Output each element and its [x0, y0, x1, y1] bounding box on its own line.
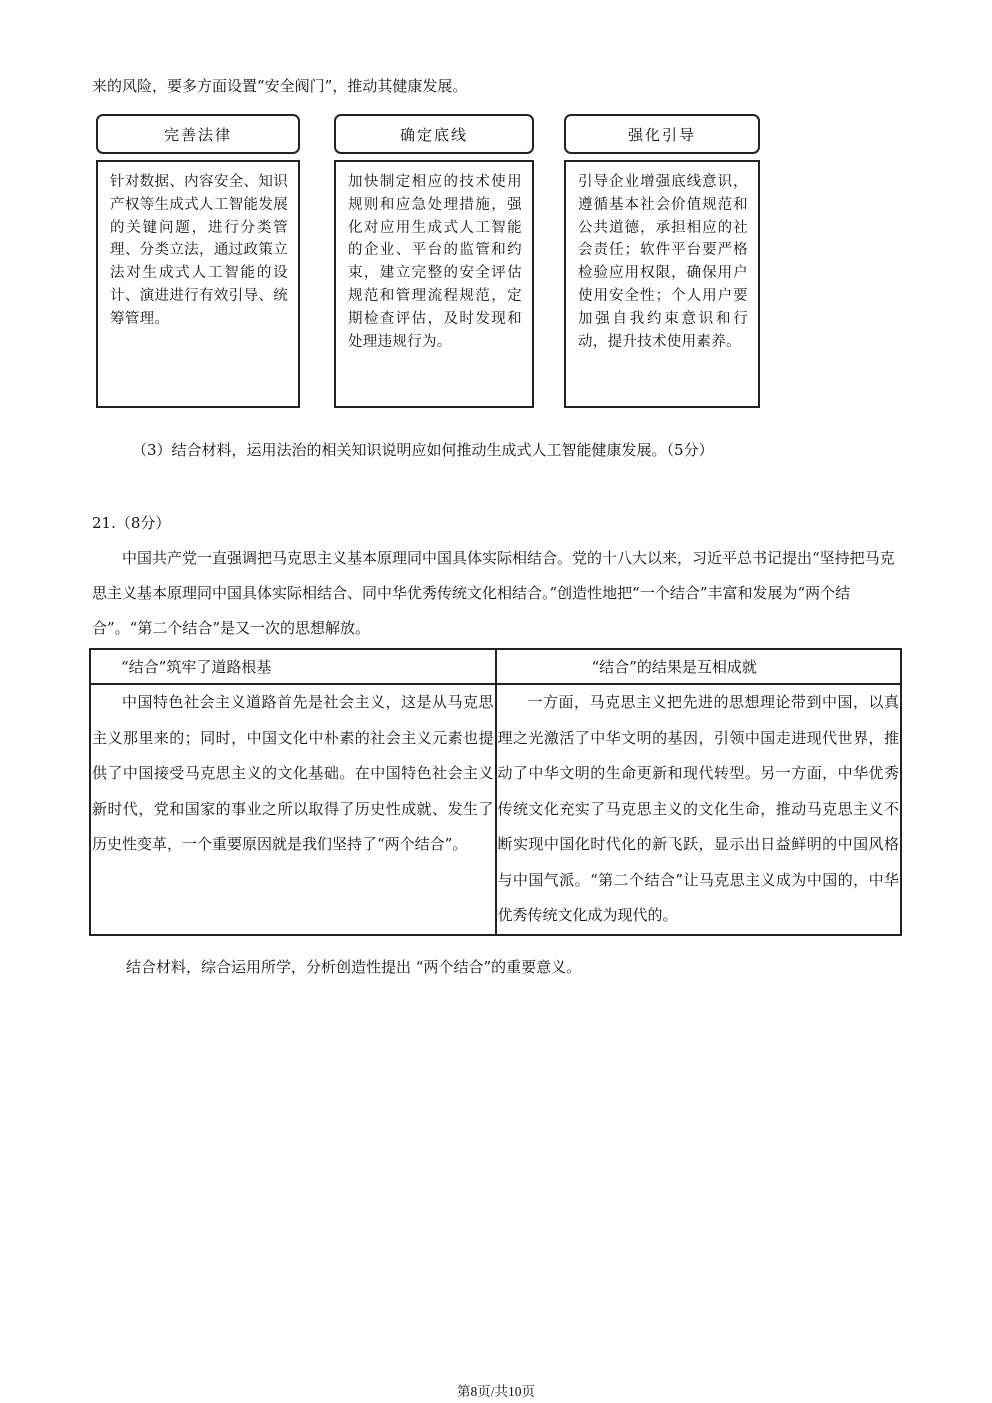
box-title-law: 完善法律 [96, 114, 300, 154]
question-21-prompt: 结合材料，综合运用所学，分析创造性提出 “两个结合”的重要意义。 [126, 958, 582, 976]
q21-table-cell-left: 中国特色社会主义道路首先是社会主义，这是从马克思主义那里来的；同时，中国文化中朴素的社会主义元素也提供了中国接受马克思主义的文化基础。在中国特色社会主义新时代，党和国家的事业之所以取得了历史性成就、发生了历史性变革，一个重要原因就是我们坚持了“两个结合”。 [90, 684, 496, 935]
box-body-guidance: 引导企业增强底线意识，遵循基本社会价值规范和公共道德，承担相应的社会责任；软件平台要严格检验应用权限，确保用户使用安全性；个人用户要加强自我约束意识和行动，提升技术使用素养。 [564, 160, 760, 408]
intro-continuation: 来的风险，要多方面设置“安全阀门”，推动其健康发展。 [92, 77, 468, 95]
box-body-law: 针对数据、内容安全、知识产权等生成式人工智能发展的关键问题，进行分类管理、分类立法，通过政策立法对生成式人工智能的设计、演进进行有效引导、统筹管理。 [96, 160, 300, 408]
box-title-bottomline: 确定底线 [334, 114, 534, 154]
q21-table [89, 648, 902, 936]
box-title-guidance: 强化引导 [564, 114, 760, 154]
q21-table-header-left: “结合”筑牢了道路根基 [90, 649, 496, 684]
box-body-bottomline: 加快制定相应的技术使用规则和应急处理措施，强化对应用生成式人工智能的企业、平台的监管和约束，建立完整的安全评估规范和管理流程规范，定期检查评估，及时发现和处理违规行为。 [334, 160, 534, 408]
page-number: 第8页/共10页 [456, 1384, 535, 1399]
q21-table-header-right: “结合”的结果是互相成就 [496, 649, 902, 684]
question-21-paragraph: 中国共产党一直强调把马克思主义基本原理同中国具体实际相结合。党的十八大以来，习近平总书记提出“坚持把马克思主义基本原理同中国具体实际相结合、同中华优秀传统文化相结合。”创造性地把“一个结合”丰富和发展为“两个结合”。“第二个结合”是又一次的思想解放。 [92, 549, 895, 637]
question-21-number: 21.（8分） [92, 514, 171, 532]
question-3: （3）结合材料，运用法治的相关知识说明应如何推动生成式人工智能健康发展。（5分） [132, 441, 714, 459]
q21-table-cell-right: 一方面，马克思主义把先进的思想理论带到中国，以真理之光激活了中华文明的基因，引领中国走进现代世界，推动了中华文明的生命更新和现代转型。另一方面，中华优秀传统文化充实了马克思主义的文化生命，推动马克思主义不断实现中国化时代化的新飞跃，显示出日益鲜明的中国风格与中国气派。“第二个结合”让马克思主义成为中国的，中华优秀传统文化成为现代的。 [496, 684, 902, 935]
